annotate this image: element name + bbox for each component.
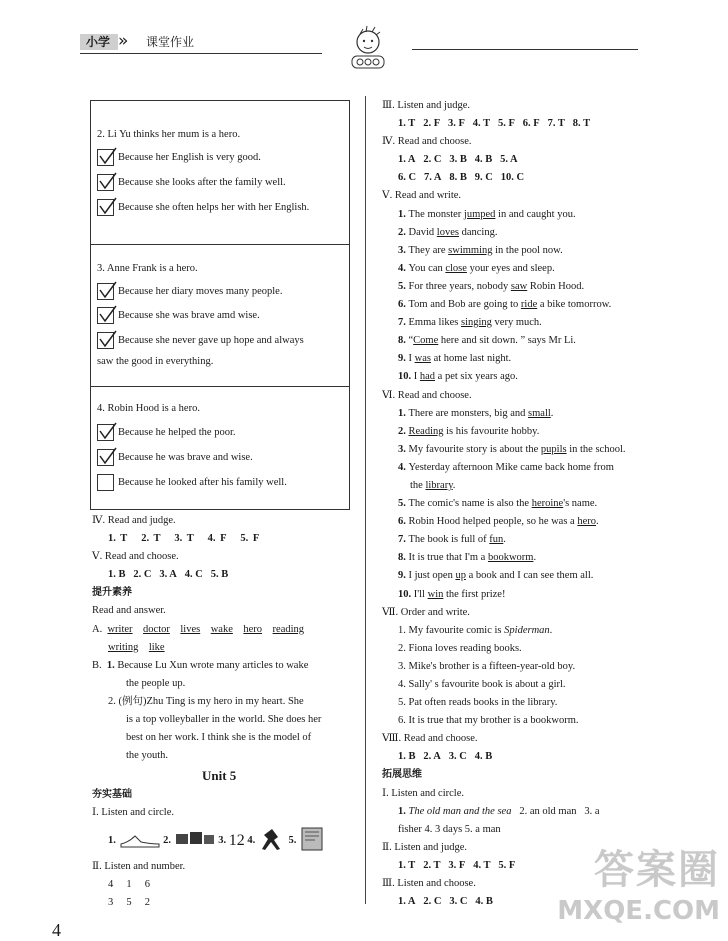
header-left [80,31,322,52]
checkbox-checked-icon [97,149,114,166]
r8-title: Ⅷ. Read and choose. [382,733,478,745]
l2-row1: 4 1 6 [108,879,150,891]
checkbox-checked-icon [97,174,114,191]
answer-word: small [528,407,551,419]
s5-answers: 1. B 2. C 3. A 4. C 5. B [108,569,229,581]
checkbox-checked-icon [97,332,114,349]
checkbox-checked-icon [97,199,114,216]
answer-word: was [414,353,431,365]
answer-word: hero [577,516,597,528]
left-column-l2 [92,858,354,912]
b2-line3: best on her work. I think she is the model of [126,732,312,744]
q3-stem: 3. Anne Frank is a hero. [97,263,198,274]
q3-option-3-text: Because she never gave up hope and always [118,334,304,346]
answer-word: close [445,262,467,274]
page-number: 4 [52,920,61,940]
left-column-unit5 [92,786,354,822]
r7-item-4: 4. Sally' s favourite book is about a girl. [398,679,566,690]
header-right-rule [412,49,638,50]
read-and-answer: Read and answer. [92,605,166,617]
r5-item: 6. Tom and Bob are going to ride a bike tomorrow. [398,299,612,311]
watermark-logo: 答案圈 [594,847,720,893]
r5-item: 8. “Come here and sit down. ” says Mr Li. [398,335,576,347]
r7-item-5: 5. Pat often reads books in the library. [398,697,558,709]
answer-word: up [455,570,466,582]
q4-option-1 [97,424,236,441]
l2-row2: 3 5 2 [108,897,150,909]
t3-title: Ⅲ. Listen and choose. [382,878,476,890]
r7-item-3: 3. Mike's brother is a fifteen-year-old boy. [398,660,576,672]
r7-item-6: 6. It is true that my brother is a bookworm. [398,715,579,727]
r6-item: 1. There are monsters, big and small. [398,407,554,419]
q2-stem: 2. Li Yu thinks her mum is a hero. [97,129,241,140]
checkbox-checked-icon [97,424,114,441]
answer-word: win [427,588,444,600]
answer-word: fun [489,534,504,546]
section-hangshi: 夯实基础 [92,789,132,800]
r4-row1: 1. A 2. C 3. B 4. B 5. A [398,154,518,166]
answer-word: Reading [408,425,444,437]
q4-stem: 4. Robin Hood is a hero. [97,403,200,414]
r6-item: 6. Robin Hood helped people, so he was a hero. [398,516,599,528]
header-title: 课堂作业 [146,35,195,49]
r7-title: Ⅶ. Order and write. [382,606,470,618]
t2-answers: 1. T 2. T 3. F 4. T 5. F [398,859,516,871]
t3-answers: 1. A 2. C 3. C 4. B [398,896,493,908]
checkbox-checked-icon [97,307,114,324]
s4-answers: 1. T 2. T 3. T 4. F 5. F [108,533,260,545]
q3-option-3 [97,332,304,349]
q2-option-3-text: Because she often helps her with her English. [118,201,310,213]
r6-item: 5. The comic's name is also the heroine's name. [398,498,598,510]
r6-item: 10. I'll win the first prize! [398,588,506,600]
r6-title: Ⅵ. Read and choose. [382,389,472,401]
answer-word: had [419,371,436,383]
answer-word: Come [413,335,439,347]
spiderman-picture-icon [258,827,286,854]
r7-item-2: 2. Fiona loves reading books. [398,642,522,654]
section-tisheng: 提升素养 [92,587,132,599]
t1-line2: fisher 4. 3 days 5. a man [398,823,501,835]
answer-word: saw [510,280,528,292]
answer-box-q4 [90,386,350,510]
header-level: 小学 [80,34,118,50]
q4-option-3 [97,474,287,491]
r3-answers: 1. T 2. F 3. F 4. T 5. F 6. F 7. T 8. T [398,118,591,130]
r5-list [382,206,712,387]
header-rule [80,53,322,54]
answer-word: library [425,479,453,491]
r5-title: Ⅴ. Read and write. [382,190,462,202]
r3-title: Ⅲ. Listen and judge. [382,100,470,111]
b1-line1: B. 1. Because Lu Xun wrote many articles to wake [92,659,309,671]
b1-line2: the people up. [126,677,186,689]
watermark-url: MXQE.COM [557,896,720,926]
double-chevron-icon: » [118,31,129,51]
q3-option-2 [97,307,260,324]
a-words-line1: A. writer doctor lives wake hero reading [92,623,305,635]
q2-option-2 [97,174,286,191]
checkbox-checked-icon [97,283,114,300]
a-words-line2: writing like [108,641,165,653]
b2-line4: the youth. [126,750,168,762]
right-column [382,97,712,911]
r4-title: Ⅳ. Read and choose. [382,136,472,148]
t1-line1: 1. The old man and the sea 2. an old man 3. a [398,805,600,817]
b2-line1: 2. (例句)Zhu Ting is my hero in my heart. She [108,695,304,707]
checkbox-empty-icon [97,474,114,491]
r5-item: 7. Emma likes singing very much. [398,317,542,329]
q2-option-1-text: Because her English is very good. [118,151,261,163]
clock-numbers-icon: 12 [228,831,245,849]
r7-item-1: 1. My favourite comic is Spiderman. [398,624,553,636]
r4-row2: 6. C 7. A 8. B 9. C 10. C [398,172,525,184]
r5-item: 5. For three years, nobody saw Robin Hood. [398,280,585,292]
q2-option-2-text: Because she looks after the family well. [118,176,286,188]
s5-title: Ⅴ. Read and choose. [92,551,179,563]
section-tuozhan: 拓展思维 [382,769,422,781]
left-column [92,512,354,765]
q3-option-1 [97,283,282,300]
answer-box-q3 [90,244,350,388]
r5-item: 4. You can close your eyes and sleep. [398,262,555,274]
q4-option-1-text: Because he helped the poor. [118,426,236,438]
r5-item: 2. David loves dancing. [398,226,498,238]
b2-line2: is a top volleyballer in the world. She does her [126,714,322,726]
r5-item: 3. They are swimming in the pool now. [398,244,563,256]
answer-word: bookworm [487,552,534,564]
t1-title: Ⅰ. Listen and circle. [382,787,464,799]
q3-continuation: saw the good in everything. [97,356,214,367]
animals-picture-icon [174,828,216,853]
answer-word: jumped [463,208,496,220]
r6-item: the library. [410,479,456,491]
r5-item: 10. I had a pet six years ago. [398,371,518,383]
l1-title: Ⅰ. Listen and circle. [92,807,174,819]
l2-title: Ⅱ. Listen and number. [92,861,186,872]
r6-item: 8. It is true that I'm a bookworm. [398,552,537,564]
book-picture-icon [299,826,325,855]
r6-item: 4. Yesterday afternoon Mike came back home from [398,461,614,473]
s4-title: Ⅳ. Read and judge. [92,515,176,526]
answer-word: ride [520,299,538,311]
q2-option-1 [97,149,261,166]
r6-list [382,405,712,604]
r6-item: 3. My favourite story is about the pupils in the school. [398,443,626,455]
q4-option-2 [97,449,253,466]
t2-title: Ⅱ. Listen and judge. [382,841,467,853]
q4-option-2-text: Because he was brave and wise. [118,451,253,463]
r6-item: 7. The book is full of fun. [398,534,506,546]
answer-word: swimming [448,244,493,256]
shoe-picture-icon [119,830,161,851]
q3-option-1-text: Because her diary moves many people. [118,285,283,297]
q4-option-3-text: Because he looked after his family well. [118,476,287,488]
column-divider [365,96,366,904]
checkbox-checked-icon [97,449,114,466]
answer-word: loves [436,226,459,238]
r5-item: 9. I was at home last night. [398,353,512,365]
q3-option-2-text: Because she was brave amd wise. [118,309,260,321]
answer-box-q2 [90,100,350,246]
r8-answers: 1. B 2. A 3. C 4. B [398,751,493,763]
answer-word: heroine [531,498,564,510]
r6-item: 9. I just open up a book and I can see them all. [398,570,594,582]
answer-word: pupils [540,443,567,455]
q2-option-3 [97,199,309,216]
l1-pictures: 1. 2. 3. 12 4. 5. [108,826,325,855]
r5-item: 1. The monster jumped in and caught you. [398,208,576,220]
answer-word: singing [461,317,492,329]
mascot-logo [342,24,394,74]
unit-title: Unit 5 [202,768,237,783]
r6-item: 2. Reading is his favourite hobby. [398,425,540,437]
